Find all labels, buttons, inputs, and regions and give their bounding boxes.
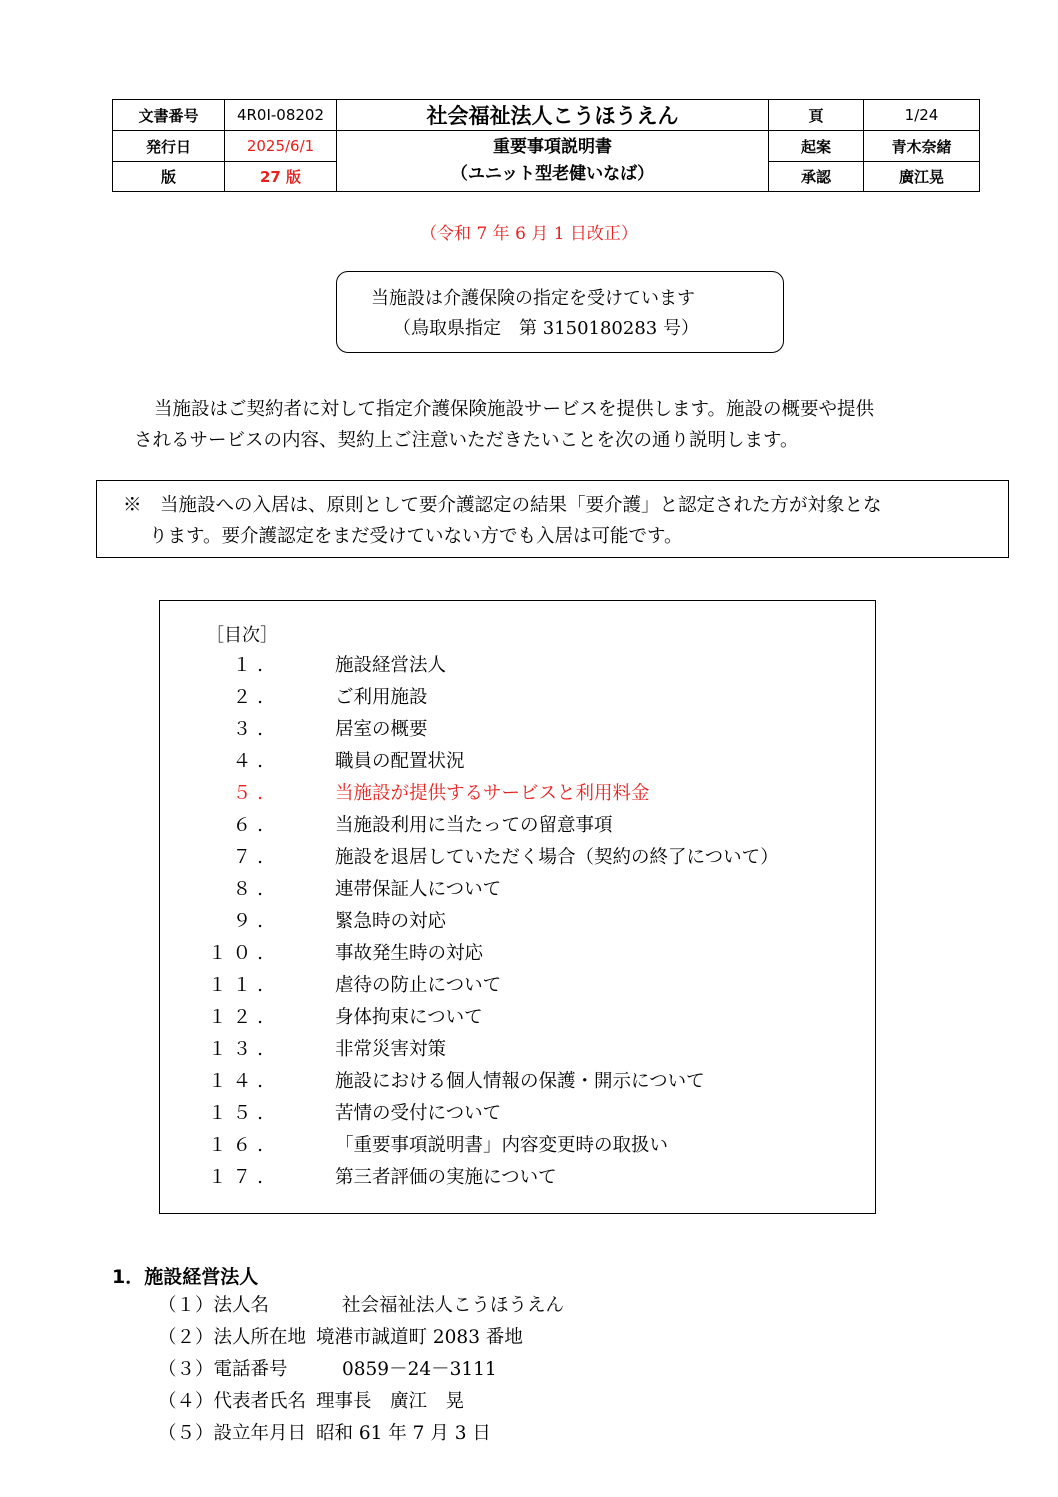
toc-item-number: １６. xyxy=(208,1135,269,1156)
toc-item xyxy=(160,1163,875,1193)
toc-item-label: 職員の配置状況 xyxy=(335,751,465,772)
info-value: 境港市誠道町 2083 番地 xyxy=(316,1327,523,1348)
issue-date-label: 発行日 xyxy=(112,130,225,162)
toc-item xyxy=(160,907,875,937)
toc-item-label: 苦情の受付について xyxy=(335,1103,502,1124)
approval-label: 承認 xyxy=(768,161,864,192)
toc-item xyxy=(160,971,875,1001)
toc-item xyxy=(160,779,875,809)
info-value: 理事長 廣江 晃 xyxy=(316,1391,465,1412)
toc-item-number: １０. xyxy=(208,943,269,964)
toc-title: ［目次］ xyxy=(206,625,278,646)
info-value: 昭和 61 年 7 月 3 日 xyxy=(316,1423,491,1444)
note-line-2: ります。要介護認定をまだ受けていない方でも入居は可能です。 xyxy=(149,526,683,547)
document-title-cell xyxy=(336,130,769,192)
toc-item-number: ３. xyxy=(232,719,269,740)
toc-item xyxy=(160,1003,875,1033)
toc-item-label: 虐待の防止について xyxy=(335,975,502,996)
toc-item xyxy=(160,1099,875,1129)
edition-value: 27 版 xyxy=(224,161,337,192)
document-title: 重要事項説明書 xyxy=(493,137,612,157)
toc-item xyxy=(160,811,875,841)
info-key: （３）電話番号 xyxy=(158,1359,288,1380)
issue-date-value: 2025/6/1 xyxy=(224,130,337,162)
toc-item-number: ４. xyxy=(232,751,269,772)
approver-name: 廣江晃 xyxy=(863,161,980,192)
edition-label: 版 xyxy=(112,161,225,192)
toc-item-label: 当施設が提供するサービスと利用料金 xyxy=(335,783,650,804)
table-of-contents xyxy=(159,600,876,1214)
info-key: （５）設立年月日 xyxy=(158,1423,307,1444)
info-key: （１）法人名 xyxy=(158,1295,270,1316)
toc-item-label: 第三者評価の実施について xyxy=(335,1167,557,1188)
toc-item xyxy=(160,875,875,905)
info-key: （２）法人所在地 xyxy=(158,1327,307,1348)
toc-item xyxy=(160,1035,875,1065)
page-label: 頁 xyxy=(768,99,864,131)
document-header-table xyxy=(112,99,980,192)
toc-item-label: 緊急時の対応 xyxy=(335,911,447,932)
author-name: 青木奈緒 xyxy=(863,130,980,162)
toc-item xyxy=(160,715,875,745)
intro-paragraph xyxy=(134,394,996,456)
designation-line-1: 当施設は介護保険の指定を受けています xyxy=(371,288,695,309)
toc-item xyxy=(160,1067,875,1097)
toc-item-label: 施設における個人情報の保護・開示について xyxy=(335,1071,705,1092)
revision-date: （令和 7 年 6 月 1 日改正） xyxy=(420,224,638,244)
section-1-title: 1．施設経営法人 xyxy=(112,1266,259,1288)
toc-item-label: 施設を退居していただく場合（契約の終了について） xyxy=(335,847,779,868)
toc-item-label: 居室の概要 xyxy=(335,719,428,740)
toc-item-number: １７. xyxy=(208,1167,269,1188)
author-label: 起案 xyxy=(768,130,864,162)
info-value: 社会福祉法人こうほうえん xyxy=(342,1295,565,1316)
toc-item xyxy=(160,1131,875,1161)
toc-item-number: ８. xyxy=(232,879,269,900)
toc-item-number: １５. xyxy=(208,1103,269,1124)
toc-item-number: ５. xyxy=(232,783,269,804)
toc-item xyxy=(160,651,875,681)
toc-item-number: ６. xyxy=(232,815,269,836)
toc-item-label: ご利用施設 xyxy=(335,687,428,708)
toc-item-label: 身体拘束について xyxy=(335,1007,483,1028)
intro-line-1: 当施設はご契約者に対して指定介護保険施設サービスを提供します。施設の概要や提供 xyxy=(154,399,875,420)
doc-number-label: 文書番号 xyxy=(112,99,225,131)
doc-number-value: 4R0I-08202 xyxy=(224,99,337,131)
toc-item-label: 当施設利用に当たっての留意事項 xyxy=(335,815,613,836)
toc-item-label: 連帯保証人について xyxy=(335,879,502,900)
toc-item-number: １. xyxy=(232,655,269,676)
info-key: （４）代表者氏名 xyxy=(158,1391,307,1412)
info-value: 0859－24－3111 xyxy=(342,1359,497,1380)
page-value: 1/24 xyxy=(863,99,980,131)
designation-line-2: （鳥取県指定 第 3150180283 号） xyxy=(393,318,699,339)
toc-item-label: 非常災害対策 xyxy=(335,1039,447,1060)
intro-line-2: されるサービスの内容、契約上ご注意いただきたいことを次の通り説明します。 xyxy=(134,430,799,451)
toc-item-label: 「重要事項説明書」内容変更時の取扱い xyxy=(335,1135,669,1156)
toc-item-number: １４. xyxy=(208,1071,269,1092)
toc-item-number: １１. xyxy=(208,975,269,996)
admission-note-box xyxy=(96,480,1009,558)
toc-item xyxy=(160,843,875,873)
designation-box xyxy=(336,271,784,353)
toc-item-number: ２. xyxy=(232,687,269,708)
note-line-1: ※ 当施設への入居は、原則として要介護認定の結果「要介護」と認定された方が対象とな xyxy=(123,495,882,516)
toc-item-number: １３. xyxy=(208,1039,269,1060)
organization-name: 社会福祉法人こうほうえん xyxy=(336,99,769,131)
toc-item-number: １２. xyxy=(208,1007,269,1028)
toc-item-number: ７. xyxy=(232,847,269,868)
document-subtitle: （ユニット型老健いなば） xyxy=(450,164,655,184)
toc-item-label: 施設経営法人 xyxy=(335,655,447,676)
toc-item-label: 事故発生時の対応 xyxy=(335,943,484,964)
toc-item xyxy=(160,939,875,969)
toc-item xyxy=(160,683,875,713)
toc-item xyxy=(160,747,875,777)
toc-item-number: ９. xyxy=(232,911,269,932)
